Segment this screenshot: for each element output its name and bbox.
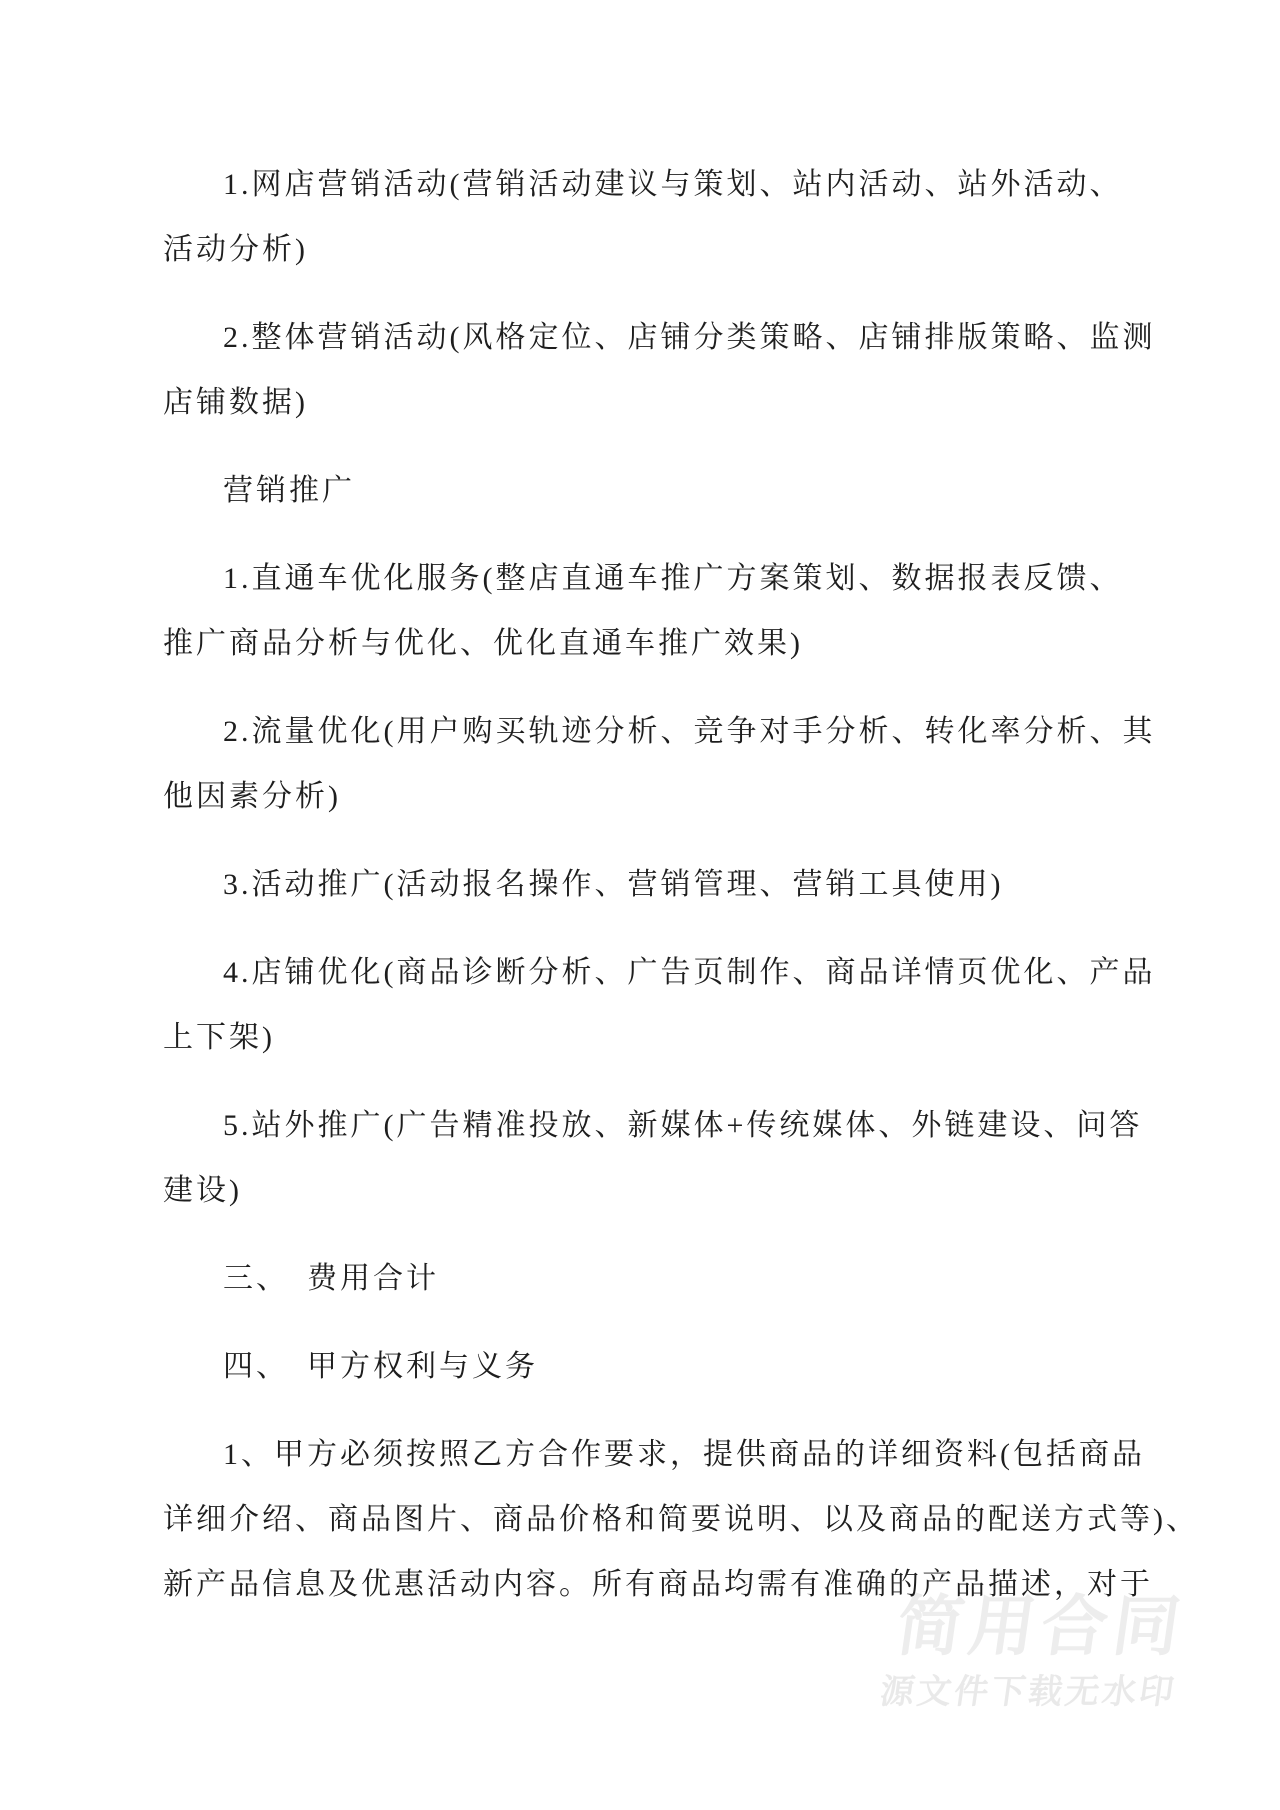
document-section-heading: 四、 甲方权利与义务 xyxy=(223,1350,538,1383)
document-line: 活动分析) xyxy=(163,233,308,266)
document-line: 店铺数据) xyxy=(163,386,308,419)
document-line: 4.店铺优化(商品诊断分析、广告页制作、商品详情页优化、产品 xyxy=(223,956,1156,989)
document-line: 1.直通车优化服务(整店直通车推广方案策划、数据报表反馈、 xyxy=(223,562,1123,595)
document-line: 他因素分析) xyxy=(163,780,341,813)
document-line: 详细介绍、商品图片、商品价格和简要说明、以及商品的配送方式等)、 xyxy=(163,1503,1199,1536)
document-line: 2.整体营销活动(风格定位、店铺分类策略、店铺排版策略、监测 xyxy=(223,321,1156,354)
document-line: 建设) xyxy=(163,1174,242,1207)
document-line: 推广商品分析与优化、优化直通车推广效果) xyxy=(163,627,803,660)
document-section-heading: 三、 费用合计 xyxy=(223,1262,439,1295)
watermark-subtitle: 源文件下载无水印 xyxy=(877,1673,1179,1711)
document-line: 上下架) xyxy=(163,1021,275,1054)
watermark-title: 简用合同 xyxy=(892,1589,1191,1663)
document-body xyxy=(163,129,1199,1617)
document-line: 5.站外推广(广告精准投放、新媒体+传统媒体、外链建设、问答 xyxy=(223,1109,1143,1142)
document-line: 营销推广 xyxy=(223,474,355,507)
document-line: 3.活动推广(活动报名操作、营销管理、营销工具使用) xyxy=(223,868,1004,901)
document-line: 1、甲方必须按照乙方合作要求，提供商品的详细资料(包括商品 xyxy=(223,1438,1145,1471)
document-line: 1.网店营销活动(营销活动建议与策划、站内活动、站外活动、 xyxy=(223,168,1123,201)
document-line: 2.流量优化(用户购买轨迹分析、竞争对手分析、转化率分析、其 xyxy=(223,715,1156,748)
document-line: 新产品信息及优惠活动内容。所有商品均需有准确的产品描述，对于 xyxy=(163,1568,1153,1601)
